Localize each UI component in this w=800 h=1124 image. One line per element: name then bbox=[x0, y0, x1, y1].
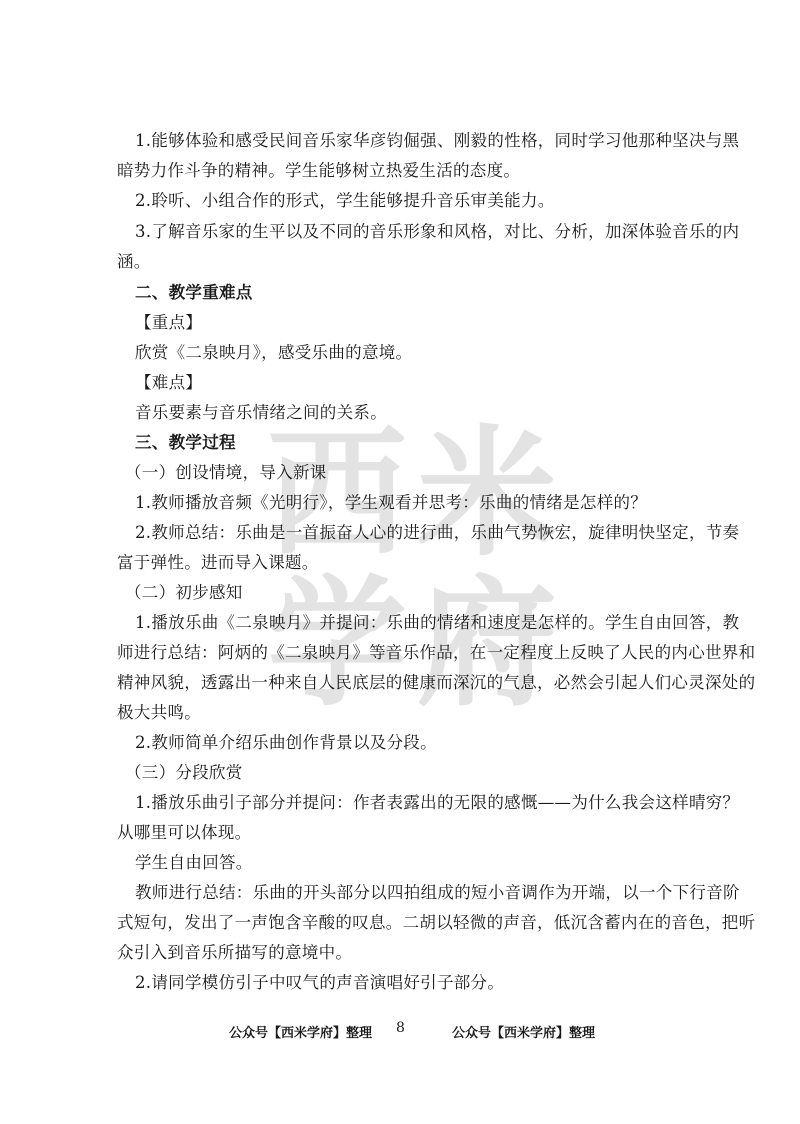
page-number: 8 bbox=[396, 1020, 405, 1036]
text-line: 1.播放乐曲《二泉映月》并提问：乐曲的情绪和速度是怎样的。学生自由回答，教 bbox=[135, 613, 740, 632]
text-line: 众引入到音乐所描写的意境中。 bbox=[117, 943, 353, 962]
watermark-char: 学 bbox=[266, 563, 407, 726]
text-line: 1.播放乐曲引子部分并提问：作者表露出的无限的感慨——为什么我会这样晴穷？ bbox=[135, 793, 740, 812]
watermark-char: 府 bbox=[416, 563, 557, 726]
text-line: 3.了解音乐家的生平以及不同的音乐形象和风格，对比、分析，加深体验音乐的内 bbox=[135, 222, 740, 241]
text-line: 精神风貌，透露出一种来自人民底层的健康而深沉的气息，必然会引起人们心灵深处的 bbox=[117, 673, 756, 692]
section-heading: 三、教学过程 bbox=[135, 433, 236, 452]
text-line: 1.能够体验和感受民间音乐家华彦钧倔强、刚毅的性格，同时学习他那种坚决与黑 bbox=[135, 131, 740, 150]
subsection-heading: （一）创设情境，导入新课 bbox=[125, 463, 327, 482]
watermark-char: 米 bbox=[416, 413, 557, 576]
text-line: 教师进行总结：乐曲的开头部分以四拍组成的短小音调作为开端，以一个下行音阶 bbox=[135, 883, 740, 902]
text-line: 2.教师总结：乐曲是一首振奋人心的进行曲，乐曲气势恢宏，旋律明快坚定，节奏 bbox=[135, 523, 740, 542]
text-line: 从哪里可以体现。 bbox=[117, 823, 252, 842]
text-line: 2.请同学模仿引子中叹气的声音演唱好引子部分。 bbox=[135, 973, 505, 992]
text-line: 欣赏《二泉映月》，感受乐曲的意境。 bbox=[135, 343, 413, 362]
text-line: 2.教师简单介绍乐曲创作背景以及分段。 bbox=[135, 733, 437, 752]
text-line: 【难点】 bbox=[135, 373, 203, 392]
subsection-heading: （二）初步感知 bbox=[125, 583, 243, 602]
watermark-char: 西 bbox=[266, 413, 407, 576]
section-heading: 二、教学重难点 bbox=[135, 283, 253, 302]
text-line: 1.教师播放音频《光明行》，学生观看并思考：乐曲的情绪是怎样的？ bbox=[135, 493, 648, 512]
text-line: 2.聆听、小组合作的形式，学生能够提升音乐审美能力。 bbox=[135, 191, 555, 210]
text-line: 学生自由回答。 bbox=[135, 853, 253, 872]
text-line: 涵。 bbox=[117, 252, 151, 271]
text-line: 师进行总结：阿炳的《二泉映月》等音乐作品，在一定程度上反映了人民的内心世界和 bbox=[117, 643, 756, 662]
text-line: 暗势力作斗争的精神。学生能够树立热爱生活的态度。 bbox=[117, 161, 521, 180]
subsection-heading: （三）分段欣赏 bbox=[125, 763, 243, 782]
footer-left: 公众号【西米学府】整理 bbox=[229, 1026, 373, 1041]
text-line: 式短句，发出了一声饱含辛酸的叹息。二胡以轻微的声音，低沉含蓄内在的音色，把听 bbox=[117, 913, 756, 932]
text-line: 音乐要素与音乐情绪之间的关系。 bbox=[135, 403, 387, 422]
text-line: 极大共鸣。 bbox=[117, 703, 201, 722]
text-line: 【重点】 bbox=[135, 313, 203, 332]
footer-right: 公众号【西米学府】整理 bbox=[452, 1026, 596, 1041]
text-line: 富于弹性。进而导入课题。 bbox=[117, 553, 319, 572]
